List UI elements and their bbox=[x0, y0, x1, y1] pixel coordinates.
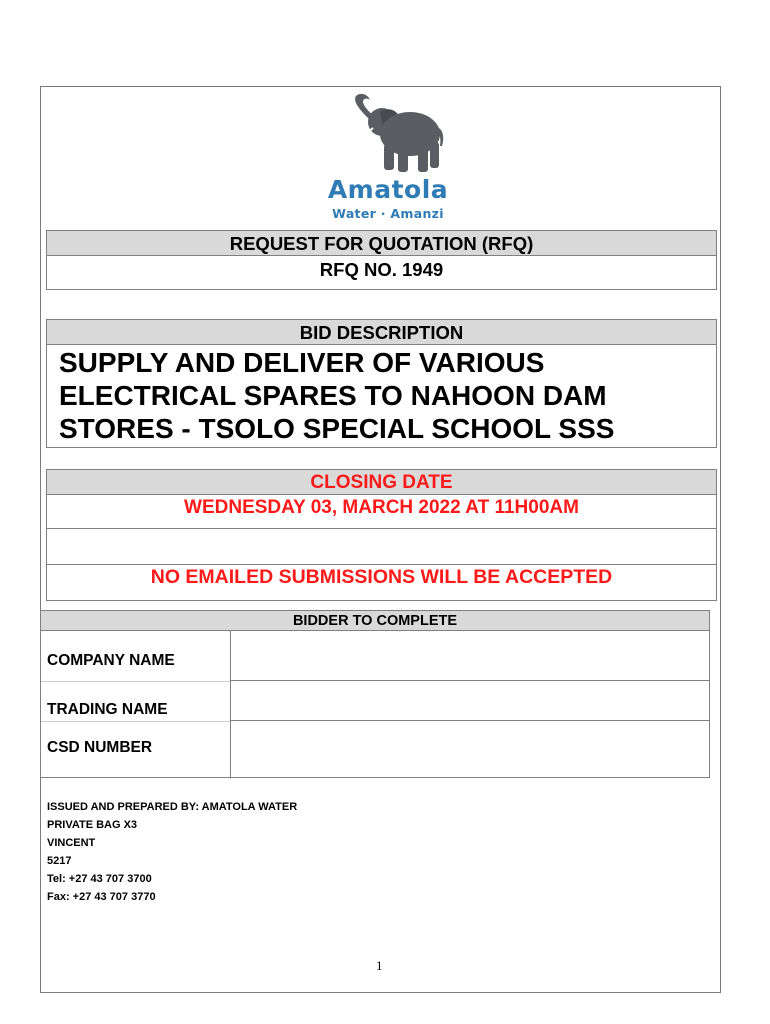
bid-description-line: SUPPLY AND DELIVER OF VARIOUS bbox=[59, 347, 545, 378]
bid-description-line: ELECTRICAL SPARES TO NAHOON DAM bbox=[59, 380, 607, 411]
issuer-details bbox=[47, 798, 297, 906]
csd-number-field[interactable] bbox=[230, 721, 709, 777]
company-name-field[interactable] bbox=[230, 631, 709, 681]
bid-description-body bbox=[46, 345, 717, 448]
closing-date-header: CLOSING DATE bbox=[46, 469, 717, 495]
trading-name-field[interactable] bbox=[230, 681, 709, 721]
blank-row bbox=[46, 529, 717, 565]
no-email-notice: NO EMAILED SUBMISSIONS WILL BE ACCEPTED bbox=[46, 565, 717, 601]
issuer-line: VINCENT bbox=[47, 837, 96, 849]
bid-description-header: BID DESCRIPTION bbox=[46, 319, 717, 345]
bidder-table-header: BIDDER TO COMPLETE bbox=[41, 611, 709, 631]
company-name-label: COMPANY NAME bbox=[47, 652, 175, 669]
bid-description-line: STORES - TSOLO SPECIAL SCHOOL SSS bbox=[59, 413, 615, 444]
row-divider bbox=[41, 721, 230, 722]
closing-date-value: WEDNESDAY 03, MARCH 2022 AT 11H00AM bbox=[46, 495, 717, 529]
rfq-title: REQUEST FOR QUOTATION (RFQ) bbox=[46, 230, 717, 256]
issuer-line: 5217 bbox=[47, 855, 72, 867]
amatola-logo bbox=[318, 92, 458, 227]
brand-name: Amatola bbox=[327, 175, 449, 204]
issuer-line: Fax: +27 43 707 3770 bbox=[47, 891, 156, 903]
csd-number-label: CSD NUMBER bbox=[47, 739, 153, 756]
elephant-icon bbox=[318, 92, 458, 177]
bidder-table bbox=[40, 610, 710, 778]
rfq-number: RFQ NO. 1949 bbox=[46, 256, 717, 290]
issuer-line: ISSUED AND PREPARED BY: AMATOLA WATER bbox=[47, 801, 298, 813]
page-number: 1 bbox=[376, 958, 383, 973]
trading-name-label: TRADING NAME bbox=[47, 701, 168, 718]
issuer-line: PRIVATE BAG X3 bbox=[47, 819, 138, 831]
issuer-line: Tel: +27 43 707 3700 bbox=[47, 873, 152, 885]
brand-tagline: Water · Amanzi bbox=[332, 206, 444, 221]
row-divider bbox=[41, 681, 230, 682]
